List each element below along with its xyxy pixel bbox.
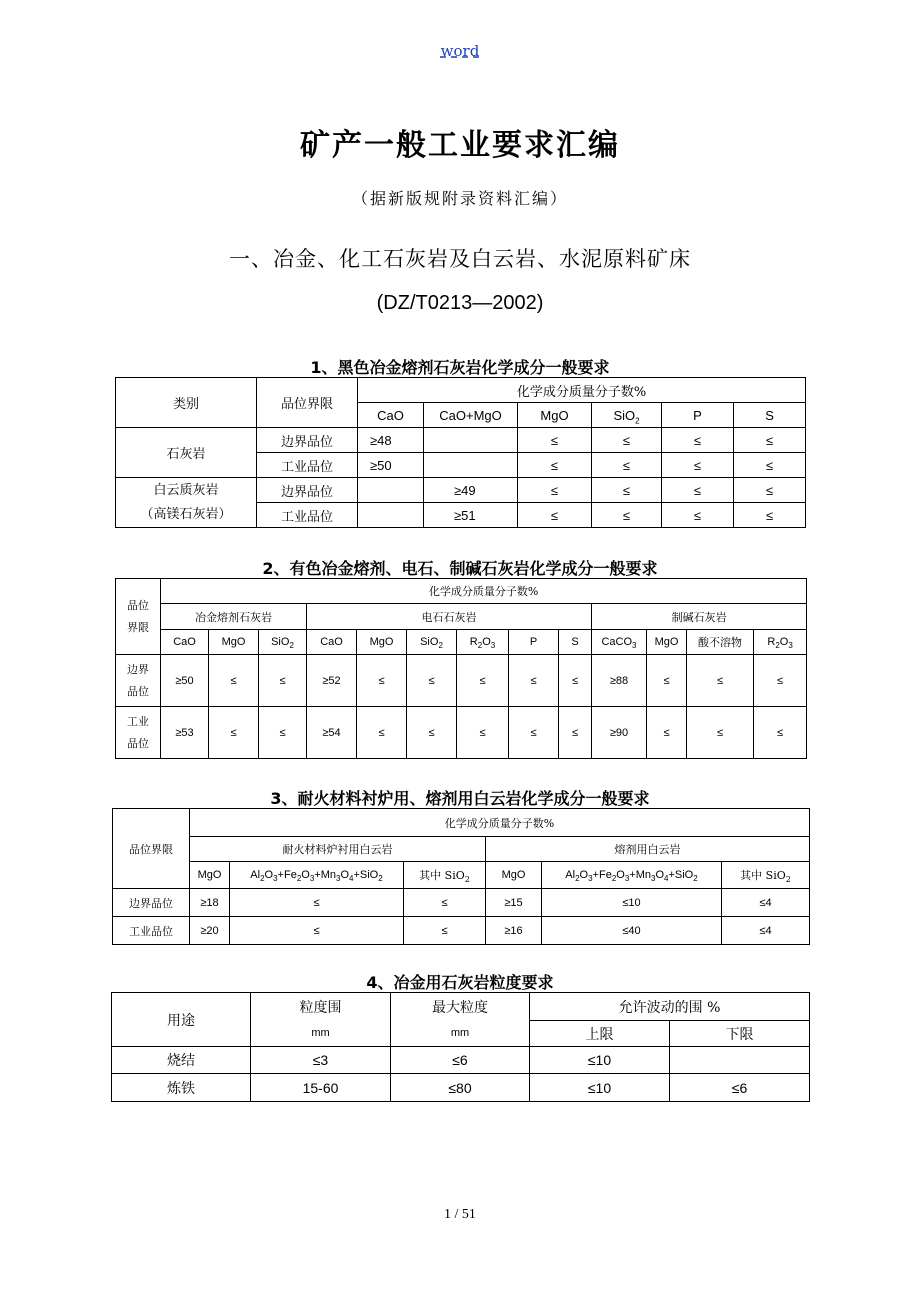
t1-cell: ≤: [734, 453, 806, 478]
t4-header-upper: 上限: [530, 1021, 670, 1047]
t4-row-use: 烧结: [112, 1047, 251, 1074]
t3-header-chem: 化学成分质量分子数%: [190, 809, 810, 837]
t1-cat-limestone: 石灰岩: [116, 428, 257, 478]
t3-cell: ≤4: [722, 917, 810, 945]
t4-cell: ≤10: [530, 1074, 670, 1102]
t2-cell: ≤: [457, 707, 509, 759]
document-title: 矿产一般工业要求汇编: [300, 128, 620, 163]
table2-caption: 2、有色冶金熔剂、电石、制碱石灰岩化学成分一般要求: [262, 559, 658, 578]
t1-cell: ≤: [734, 428, 806, 453]
t3-col-oxides: $Al_2O_3+Fe_2O_3+Mn_3O_4+SiO_2$: [542, 862, 722, 889]
table3-caption: 3、耐火材料衬炉用、熔剂用白云岩化学成分一般要求: [270, 789, 650, 808]
t4-header-size: 粒度围: [251, 993, 391, 1021]
t2-cell: ≤: [209, 655, 259, 707]
t1-cell: ≤: [662, 503, 734, 528]
header-word-link[interactable]: word: [440, 42, 480, 60]
t2-col-header: S: [559, 630, 592, 655]
t1-cell: ≤: [518, 428, 592, 453]
table4-caption: 4、冶金用石灰岩粒度要求: [366, 973, 554, 992]
t2-cell: ≤: [754, 655, 807, 707]
t1-cell: ≥50: [358, 453, 424, 478]
t1-col-s: S: [734, 403, 806, 428]
t3-cell: ≥18: [190, 889, 230, 917]
t4-cell: ≤10: [530, 1047, 670, 1074]
t2-row-label: 边界 品位: [116, 655, 161, 707]
t2-cell: ≥88: [592, 655, 647, 707]
t4-header-max: 最大粒度: [391, 993, 530, 1021]
t2-col-header: $R_2O_3$: [457, 630, 509, 655]
t3-cell: ≥15: [486, 889, 542, 917]
t1-col-mgo: MgO: [518, 403, 592, 428]
table1: [115, 377, 806, 528]
t2-group-metallurgical: 冶金熔剂石灰岩: [161, 604, 307, 630]
t1-cell: ≤: [662, 453, 734, 478]
t1-row-grade: 工业品位: [257, 453, 358, 478]
t4-header-lower: 下限: [670, 1021, 810, 1047]
t2-col-header: MgO: [209, 630, 259, 655]
t3-cell: ≤40: [542, 917, 722, 945]
t2-col-header: CaCO$_3$: [592, 630, 647, 655]
t3-row-label: 边界品位: [113, 889, 190, 917]
t1-cell: ≥48: [358, 428, 424, 453]
t4-unit: mm: [391, 1021, 530, 1047]
t1-cell: ≤: [662, 428, 734, 453]
t1-cell: [424, 453, 518, 478]
t3-cell: ≤4: [722, 889, 810, 917]
t2-cell: ≤: [407, 655, 457, 707]
t3-cell: ≤: [230, 889, 404, 917]
t1-cell: ≤: [518, 453, 592, 478]
t1-cell: ≤: [662, 478, 734, 503]
t1-cell: ≤: [518, 478, 592, 503]
t1-cell: ≤: [734, 478, 806, 503]
t1-cell: ≥49: [424, 478, 518, 503]
t1-row-grade: 工业品位: [257, 503, 358, 528]
t2-cell: ≤: [457, 655, 509, 707]
t2-header-chem: 化学成分质量分子数%: [161, 579, 807, 604]
section-title: 一、冶金、化工石灰岩及白云岩、水泥原料矿床: [229, 247, 691, 271]
t1-cell: [358, 503, 424, 528]
t3-col-mgo: MgO: [486, 862, 542, 889]
table3: [112, 808, 810, 945]
t3-col-sio2: 其中 SiO$_2$: [722, 862, 810, 889]
t2-group-alkali: 制碱石灰岩: [592, 604, 807, 630]
t1-header-grade: 品位界限: [257, 378, 358, 428]
t2-cell: ≤: [259, 655, 307, 707]
t3-header-grade: 品位界限: [113, 809, 190, 889]
t1-cell: ≤: [592, 428, 662, 453]
t1-col-sio2: SiO$_2$: [592, 403, 662, 428]
table2: [115, 578, 807, 759]
t2-row-label: 工业 品位: [116, 707, 161, 759]
t1-cell: ≤: [592, 503, 662, 528]
t2-cell: ≤: [357, 707, 407, 759]
t3-cell: ≤: [230, 917, 404, 945]
t2-col-header: MgO: [647, 630, 687, 655]
t1-cell: ≥51: [424, 503, 518, 528]
t4-unit: mm: [251, 1021, 391, 1047]
t2-cell: ≤: [647, 707, 687, 759]
t2-cell: ≤: [754, 707, 807, 759]
t3-cell: ≤: [404, 889, 486, 917]
t2-col-header: SiO$_2$: [407, 630, 457, 655]
t2-cell: ≤: [647, 655, 687, 707]
t1-row-grade: 边界品位: [257, 428, 358, 453]
t1-cell: ≤: [734, 503, 806, 528]
t2-col-header: SiO$_2$: [259, 630, 307, 655]
t3-col-oxides: $Al_2O_3+Fe_2O_3+Mn_3O_4+SiO_2$: [230, 862, 404, 889]
t3-cell: ≤: [404, 917, 486, 945]
t2-header-grade: 品位 界限: [116, 579, 161, 655]
t2-cell: ≥53: [161, 707, 209, 759]
t1-cat-dolomitic-limestone: 白云质灰岩 （高镁石灰岩）: [116, 478, 257, 528]
t1-cell: [358, 478, 424, 503]
t2-col-header: MgO: [357, 630, 407, 655]
section-standard: (DZ/T0213—2002): [376, 292, 544, 314]
t2-cell: ≤: [509, 655, 559, 707]
t4-header-use: 用途: [112, 993, 251, 1047]
t3-cell: ≤10: [542, 889, 722, 917]
t2-cell: ≤: [209, 707, 259, 759]
t1-header-category: 类别: [116, 378, 257, 428]
document-subtitle: （据新版规附录资料汇编）: [351, 189, 568, 208]
table4: [111, 992, 810, 1102]
t2-cell: ≤: [687, 655, 754, 707]
t2-col-header: P: [509, 630, 559, 655]
t2-cell: ≥50: [161, 655, 209, 707]
t2-cell: ≤: [509, 707, 559, 759]
t2-cell: ≤: [407, 707, 457, 759]
t3-col-sio2: 其中 SiO$_2$: [404, 862, 486, 889]
t3-group-flux: 熔剂用白云岩: [486, 837, 810, 862]
t1-col-p: P: [662, 403, 734, 428]
t1-cell: ≤: [592, 478, 662, 503]
t2-col-header: CaO: [307, 630, 357, 655]
t2-cell: ≤: [357, 655, 407, 707]
t2-col-header: 酸不溶物: [687, 630, 754, 655]
t4-row-use: 炼铁: [112, 1074, 251, 1102]
t1-col-cao-mgo: CaO+MgO: [424, 403, 518, 428]
t2-cell: ≥90: [592, 707, 647, 759]
t1-header-chem: 化学成分质量分子数%: [358, 378, 806, 403]
t3-cell: ≥20: [190, 917, 230, 945]
t2-group-carbide: 电石石灰岩: [307, 604, 592, 630]
t2-cell: ≤: [559, 707, 592, 759]
t1-col-cao: CaO: [358, 403, 424, 428]
t2-col-header: CaO: [161, 630, 209, 655]
t2-cell: ≥52: [307, 655, 357, 707]
t4-cell: [670, 1047, 810, 1074]
t2-cell: ≤: [259, 707, 307, 759]
t2-col-header: $R_2O_3$: [754, 630, 807, 655]
t4-header-range: 允许波动的围 %: [530, 993, 810, 1021]
table1-caption: 1、黑色冶金熔剂石灰岩化学成分一般要求: [310, 358, 610, 377]
t4-cell: ≤3: [251, 1047, 391, 1074]
t3-group-refractory: 耐火材料炉衬用白云岩: [190, 837, 486, 862]
t1-cell: ≤: [518, 503, 592, 528]
t4-cell: ≤80: [391, 1074, 530, 1102]
t2-cell: ≤: [559, 655, 592, 707]
t3-col-mgo: MgO: [190, 862, 230, 889]
page-number: 1 / 51: [444, 1207, 476, 1222]
t4-cell: ≤6: [391, 1047, 530, 1074]
t1-cell: [424, 428, 518, 453]
t1-cell: ≤: [592, 453, 662, 478]
t4-cell: 15-60: [251, 1074, 391, 1102]
t3-row-label: 工业品位: [113, 917, 190, 945]
t2-cell: ≤: [687, 707, 754, 759]
t3-cell: ≥16: [486, 917, 542, 945]
t1-row-grade: 边界品位: [257, 478, 358, 503]
t4-cell: ≤6: [670, 1074, 810, 1102]
t2-cell: ≥54: [307, 707, 357, 759]
